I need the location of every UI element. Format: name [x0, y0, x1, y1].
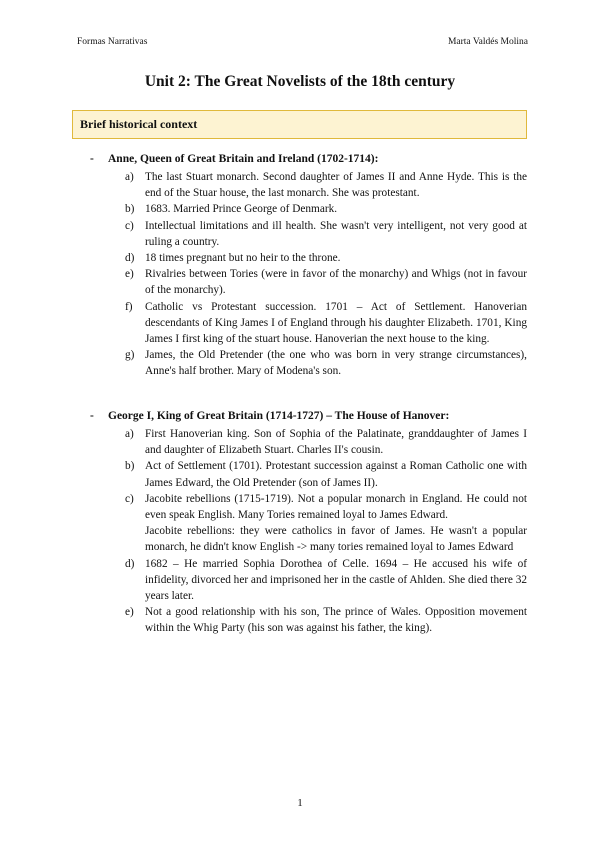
header-left: Formas Narrativas [77, 37, 148, 47]
context-box-label: Brief historical context [80, 117, 198, 131]
list-marker: d) [125, 252, 135, 265]
bullet-dash: - [90, 410, 94, 422]
list-item [125, 169, 527, 201]
list-item-text: Intellectual limitations and ill health. She wasn't very intelligent, not very good at ruling a country. [145, 219, 527, 248]
list-marker: b) [125, 203, 135, 216]
list-item [125, 458, 527, 490]
section-heading-text: George I, King of Great Britain (1714-1727) – The House of Hanover: [108, 410, 450, 422]
list-marker: e) [125, 606, 134, 619]
page-title: Unit 2: The Great Novelists of the 18th century [144, 73, 456, 90]
list-item-text: 1682 – He married Sophia Dorothea of Celle. 1694 – He accused his wife of infidelity, divorced her and imprisoned her in the castle of Ahlden. She died there 32 years later. [145, 557, 527, 603]
section-list [125, 426, 527, 637]
list-item [125, 426, 527, 458]
list-marker: f) [125, 300, 133, 313]
list-item-text: James, the Old Pretender (the one who was born in very strange circumstances), Anne's half brother. Mary of Modena's son. [145, 349, 527, 378]
list-item [125, 556, 527, 605]
header-right: Marta Valdés Molina [447, 37, 528, 47]
list-item [125, 201, 527, 217]
list-item-text: 18 times pregnant but no heir to the throne. [145, 252, 341, 265]
list-marker: a) [125, 171, 134, 183]
bullet-dash: - [90, 153, 94, 165]
list-item-text: First Hanoverian king. Son of Sophia of the Palatinate, granddaughter of James I and daughter of Elizabeth Stuart. Charles II's cousin. [145, 428, 527, 457]
list-item-extra-text: Jacobite rebellions: they were catholics in favor of James. He wasn't a popular monarch, he didn't know English -> many tories remained loyal to James Edward [145, 525, 527, 554]
list-marker: b) [125, 460, 135, 473]
list-marker: d) [125, 557, 135, 570]
list-item [125, 491, 527, 556]
list-marker: a) [125, 428, 134, 440]
list-item [125, 250, 527, 266]
list-item-text: Not a good relationship with his son, The prince of Wales. Opposition movement within the Whig Party (his son was against his father, the king). [145, 606, 527, 635]
list-marker: c) [125, 219, 134, 232]
list-marker: e) [125, 268, 134, 281]
list-marker: c) [125, 492, 134, 505]
list-item-text: The last Stuart monarch. Second daughter of James II and Anne Hyde. This is the end of the Stuar house, the last monarch. She was protestant. [145, 171, 527, 200]
section-heading-text: Anne, Queen of Great Britain and Ireland (1702-1714): [108, 153, 379, 165]
list-marker: g) [125, 349, 135, 362]
list-item-text: Act of Settlement (1701). Protestant succession against a Roman Catholic one with James Edward, the Old Pretender (son of James II). [145, 460, 527, 489]
context-box [72, 110, 527, 139]
list-item [125, 299, 527, 348]
list-item-text: 1683. Married Prince George of Denmark. [145, 203, 338, 216]
list-item [125, 218, 527, 250]
list-item [125, 604, 527, 636]
list-item [125, 266, 527, 298]
list-item [125, 347, 527, 379]
list-item-text: Jacobite rebellions (1715-1719). Not a popular monarch in England. He could not even speak English. Many Tories remained loyal to James Edward. [145, 492, 527, 522]
list-item-text: Catholic vs Protestant succession. 1701 – Act of Settlement. Hanoverian descendants of King James I of England through his daughter Elizabeth. 1701, King James I first king of the stuart house. Hanoverian the next house to the king. [145, 300, 527, 346]
section-list [125, 169, 527, 380]
page-number: 1 [297, 797, 303, 809]
list-item-text: Rivalries between Tories (were in favor of the monarchy) and Whigs (not in favour of the monarchy). [145, 268, 527, 297]
